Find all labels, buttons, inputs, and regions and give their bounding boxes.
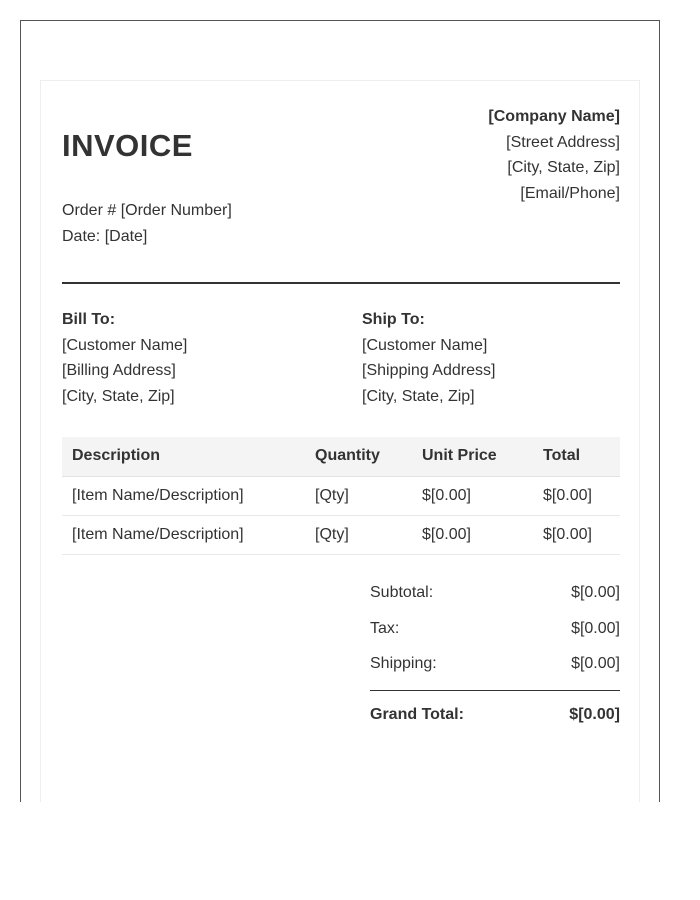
grand-total-label: Grand Total:: [370, 705, 464, 723]
table-row: [62, 515, 620, 554]
grand-total-row: [370, 697, 620, 733]
bill-to-block: [62, 307, 187, 409]
tax-value: $[0.00]: [571, 619, 620, 637]
company-city: [City, State, Zip]: [507, 159, 620, 176]
bill-to-address: [Billing Address]: [62, 362, 176, 379]
ship-to-address: [Shipping Address]: [362, 362, 496, 379]
tax-label: Tax:: [370, 619, 400, 637]
item-quantity: [Qty]: [305, 476, 412, 515]
item-quantity: [Qty]: [305, 515, 412, 554]
header-divider: [62, 282, 620, 284]
item-description: [Item Name/Description]: [62, 476, 305, 515]
items-table: [62, 437, 620, 555]
ship-to-heading: Ship To:: [362, 311, 425, 328]
bill-to-heading: Bill To:: [62, 311, 116, 328]
bill-to-name: [Customer Name]: [62, 336, 188, 354]
totals-divider: [370, 690, 620, 691]
item-description: [Item Name/Description]: [62, 515, 305, 554]
shipping-value: $[0.00]: [571, 655, 620, 672]
table-row: [62, 476, 620, 515]
header-unit-price: Unit Price: [412, 437, 533, 476]
header-description: Description: [62, 437, 305, 476]
table-header-row: [62, 437, 620, 476]
ship-to-name: [Customer Name]: [362, 336, 488, 354]
company-name: [Company Name]: [488, 108, 620, 125]
totals-block: [370, 575, 620, 732]
shipping-row: [370, 646, 620, 682]
subtotal-value: $[0.00]: [571, 584, 620, 601]
company-contact: [Email/Phone]: [520, 184, 620, 202]
bill-to-city: [City, State, Zip]: [62, 387, 175, 405]
order-number: Order # [Order Number]: [62, 202, 232, 219]
company-street: [Street Address]: [506, 133, 620, 151]
company-info: [488, 104, 620, 206]
ship-to-block: [362, 307, 495, 409]
item-unit-price: $[0.00]: [412, 476, 533, 515]
grand-total-value: $[0.00]: [569, 705, 620, 723]
item-total: $[0.00]: [533, 515, 620, 554]
invoice-date: Date: [Date]: [62, 228, 148, 245]
shipping-label: Shipping:: [370, 655, 437, 672]
item-unit-price: $[0.00]: [412, 515, 533, 554]
item-total: $[0.00]: [533, 476, 620, 515]
header-total: Total: [533, 437, 620, 476]
invoice-title: INVOICE: [62, 128, 193, 163]
ship-to-city: [City, State, Zip]: [362, 387, 475, 405]
header-quantity: Quantity: [305, 437, 412, 476]
order-info: [62, 198, 232, 250]
subtotal-label: Subtotal:: [370, 584, 434, 601]
tax-row: [370, 611, 620, 647]
subtotal-row: [370, 575, 620, 611]
